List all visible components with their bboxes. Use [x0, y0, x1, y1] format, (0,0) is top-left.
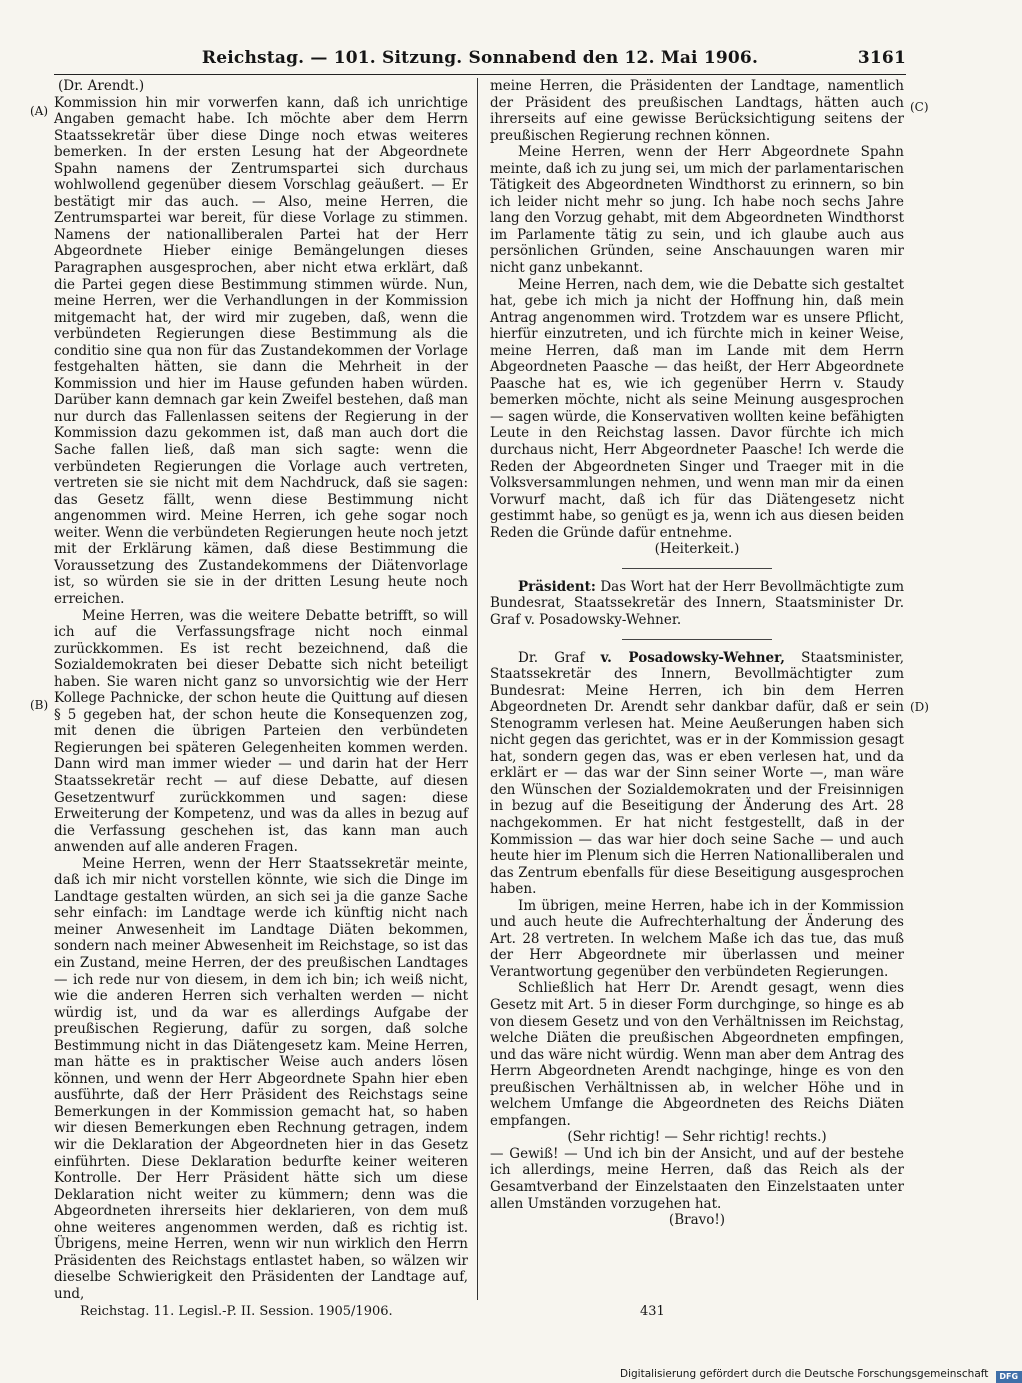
section-rule	[622, 568, 772, 569]
speaker-name: v. Posadowsky-Wehner,	[600, 649, 785, 666]
paragraph: — Gewiß! — Und ich bin der Ansicht, und auf der bestehe ich allerdings, meine Herren, daß das Reich als der Gesamtverband der Einzelstaaten den Einzelstaaten unter allen Umständen vorzugehen hat.	[490, 1145, 904, 1212]
footer-signature: 431	[640, 1304, 665, 1319]
digitization-text: Digitalisierung gefördert durch die Deutsche Forschungsgemeinschaft	[620, 1368, 989, 1380]
paragraph: Meine Herren, wenn der Herr Staatssekretär meinte, daß ich mir nicht vorstellen könnte, wie sich die Dinge im Landtage gestalten würden, an sich sei ja die ganze Sache sehr einfach: im Landtage werde ich künftig nicht nach meiner Anwesenheit im Landtage Diäten bekommen, sondern nach meiner Abwesenheit im Reichstage, so ist das ein Zustand, meine Herren, der des preußischen Landtages — ich rede nur von diesem, in dem ich bin; ich weiß nicht, wie die anderen Herren sich verhalten werden — nicht würdig ist, und da war es allerdings Aufgabe der preußischen Regierung, dafür zu sorgen, daß solche Bestimmung nicht in das Diätengesetz kam. Meine Herren, man hätte es in praktischer Weise auch anders lösen können, und wenn der Herr Abgeordnete Spahn hier eben ausführte, daß der Herr Präsident des Reichstags seine Bemerkungen in der Kommission gemacht hat, so haben wir diesen Bemerkungen eben Rechnung getragen, indem wir die Deklaration der Abgeordneten hier in das Gesetz einführten. Diese Deklaration bedurfte keiner weiteren Kontrolle. Der Herr Präsident hätte sich um diese Deklaration nicht weiter zu kümmern; denn was die Abgeordneten ihrerseits hier deklarieren, von dem muß ohne weiteres angenommen werden, daß es richtig ist. Übrigens, meine Herren, wenn wir nun wirklich den Herrn Präsidenten des Reichstags entlastet haben, so wälzen wir dieselbe Schwierigkeit den Präsidenten der Landtage auf, und,	[54, 855, 468, 1302]
paragraph: Im übrigen, meine Herren, habe ich in der Kommission und auch heute die Aufrechterhaltung der Änderung des Art. 28 vertreten. In welchem Maße ich das tue, das muß der Herr Abgeordnete mir überlassen und meiner Verantwortung gegenüber den verbündeten Regierungen.	[490, 897, 904, 980]
margin-marker-d: (D)	[910, 700, 929, 714]
paragraph: meine Herren, die Präsidenten der Landtage, namentlich der Präsident des preußischen Landtags, hätten auch ihrerseits auf eine gewisse Berücksichtigung seitens der preußischen Regierung rechnen können.	[490, 78, 904, 144]
paragraph: Kommission hin mir vorwerfen kann, daß ich unrichtige Angaben gemacht habe. Ich möchte aber dem Herrn Staatssekretär über diese Dinge noch etwas weiteres bemerken. In der ersten Lesung hat der Abgeordnete Spahn namens der Zentrumspartei sich durchaus wohlwollend gegenüber diesem Vorschlag geäußert. — Er bestätigt mir das auch. — Also, meine Herren, die Zentrumspartei war bereit, für diese Vorlage zu stimmen. Namens der nationalliberalen Partei hat der Herr Abgeordnete Hieber einige Bemängelungen dieses Paragraphen ausgesprochen, aber nicht etwa erklärt, daß die Partei gegen diese Bestimmung stimmen würde. Nun, meine Herren, wer die Verhandlungen in der Kommission mitgemacht hat, der wird mir zugeben, daß, wenn die verbündeten Regierungen diese Bestimmung als die conditio sine qua non für das Zustandekommen der Vorlage festgehalten hätten, sie dann die Mehrheit in der Kommission und hier im Hause gefunden haben würden. Darüber kann demnach gar kein Zweifel bestehen, daß man nur durch das Fallenlassen seitens der Regierung in der Kommission dazu gekommen ist, daß man auch dort die Sache fallen ließ, daß man sich sagte: wenn die verbündeten Regierungen die Vorlage auch vertreten, vertreten sie sie nicht mit dem Nachdruck, daß sie sagen: das Gesetz fällt, wenn diese Bestimmung nicht angenommen wird. Meine Herren, ich gehe sogar noch weiter. Wenn die verbündeten Regierungen heute noch jetzt mit der Erklärung kämen, daß diese Bestimmung die Voraussetzung des Zustandekommens der Diätenvorlage ist, so würden sie sie in der dritten Lesung heute noch erreichen.	[54, 94, 468, 607]
page-header	[54, 48, 906, 72]
speaker-text: Staatsminister, Staatssekretär des Innern, Bevollmächtigter zum Bundesrat: Meine Herren, ich bin dem Herren Abgeordneten Dr. Arendt sehr dankbar dafür, daß er sein Stenogramm verlesen hat. Meine Aeußerungen haben sich nicht gegen das gerichtet, was er in der Kommission gesagt hat, sondern gegen das, was er eben verlesen hat, und da erklärt er — das war der Sinn seiner Worte —, man wäre den Wünschen der Sozialdemokraten und der Freisinnigen in bezug auf die Beseitigung der Änderung des Art. 28 nachgekommen. Er hat nicht festgestellt, daß in der Kommission — das war hier doch seine Sache — und auch heute hier im Plenum sich die Herren Nationalliberalen und das Zentrum ebenfalls für diese Beseitigung ausgesprochen haben.	[490, 649, 904, 898]
president-text: Das Wort hat der Herr Bevollmächtigte zum Bundesrat, Staatssekretär des Innern, Staatsminister Dr. Graf v. Posadowsky-Wehner.	[490, 578, 904, 628]
paragraph: Meine Herren, wenn der Herr Abgeordnete Spahn meinte, daß ich zu jung sei, um mich der parlamentarischen Tätigkeit des Abgeordneten Windthorst zu erinnern, so bin ich leider nicht mehr so jung. Ich habe noch sechs Jahre lang den Vorzug gehabt, mit dem Abgeordneten Windthorst im Parlamente tätig zu sein, und ich glaube auch aus persönlichen Gründen, seine Anschauungen waren mir nicht ganz unbekannt.	[490, 144, 904, 277]
section-rule	[622, 639, 772, 640]
paragraph: Meine Herren, nach dem, wie die Debatte sich gestaltet hat, gebe ich mich ja nicht der Hoffnung hin, daß mein Antrag angenommen wird. Trotzdem war es unsere Pflicht, hierfür einzutreten, und ich fürchte mich in keiner Weise, meine Herren, daß man im Lande mit dem Herrn Abgeordneten Paasche — das heißt, der Herr Abgeordnete Paasche hat es, wie ich gegenüber Herrn v. Staudy bemerken möchte, nicht als seine Meinung ausgesprochen — sagen würde, die Konservativen wollten keine befähigten Leute in den Reichstag lassen. Davor fürchte ich mich durchaus nicht, Herr Abgeordneter Paasche! Ich werde die Reden der Abgeordneten Singer und Traeger mit in die Volksversammlungen nehmen, und wenn man mir da einen Vorwurf macht, daß ich für das Diätengesetz nicht gestimmt habe, so genügt es ja, wenn ich aus diesen beiden Reden die Gründe dafür entnehme.	[490, 276, 904, 541]
right-column	[490, 78, 904, 1229]
margin-marker-c: (C)	[910, 100, 929, 114]
speaker-tag: (Dr. Arendt.)	[58, 78, 145, 94]
paragraph: Schließlich hat Herr Dr. Arendt gesagt, wenn dies Gesetz mit Art. 5 in dieser Form durchginge, so hinge es ab von diesem Gesetz und von den Verhältnissen im Reichstag, welche Diäten die preußischen Abgeordneten empfingen, und das wäre nicht würdig. Wenn man aber dem Antrag des Herrn Abgeordneten Arendt nachginge, hinge es von den preußischen Verhältnissen ab, in welcher Höhe und in welchem Umfange die Abgeordneten des Reichs Diäten empfangen.	[490, 980, 904, 1129]
dfg-logo-icon: DFG	[996, 1371, 1022, 1383]
digitization-note	[620, 1368, 1019, 1383]
page-number: 3161	[857, 48, 906, 68]
president-paragraph	[490, 579, 904, 629]
interjection-sehr-richtig: (Sehr richtig! — Sehr richtig! rechts.)	[567, 1129, 827, 1146]
margin-marker-a: (A)	[30, 104, 49, 118]
margin-marker-b: (B)	[30, 698, 49, 712]
paragraph: Meine Herren, was die weitere Debatte betrifft, so will ich auf die Verfassungsfrage nicht noch einmal zurückkommen. Es ist recht bezeichnend, daß die Sozialdemokraten bei dieser Debatte sich nicht beteiligt haben. Sie waren nicht ganz so unvorsichtig wie der Herr Kollege Pachnicke, der schon heute die Quittung auf diesen § 5 gegeben hat, der schon heute die Konsequenzen zog, mit denen die übrigen Parteien den verbündeten Regierungen bei späteren Gelegenheiten kommen werden. Dann wird man immer wieder — und darin hat der Herr Staatssekretär recht — auf diese Debatte, auf diesen Gesetzentwurf zurückkommen und sagen: diese Erweiterung der Kompetenz, und was da alles in bezug auf die Verfassung geschehen ist, das kann man auch anwenden auf alle anderen Fragen.	[54, 607, 468, 856]
interjection-heiterkeit: (Heiterkeit.)	[654, 541, 740, 558]
speaker-prefix: Dr. Graf	[518, 649, 585, 666]
speaker-paragraph	[490, 650, 904, 898]
column-divider	[477, 78, 478, 1300]
president-label: Präsident:	[518, 578, 596, 595]
header-rule	[54, 74, 906, 75]
interjection-bravo: (Bravo!)	[668, 1212, 726, 1229]
footer-session: Reichstag. 11. Legisl.-P. II. Session. 1905/1906.	[80, 1304, 393, 1319]
header-title: Reichstag. — 101. Sitzung. Sonnabend den 12. Mai 1906.	[201, 48, 759, 68]
left-column	[54, 78, 468, 1302]
